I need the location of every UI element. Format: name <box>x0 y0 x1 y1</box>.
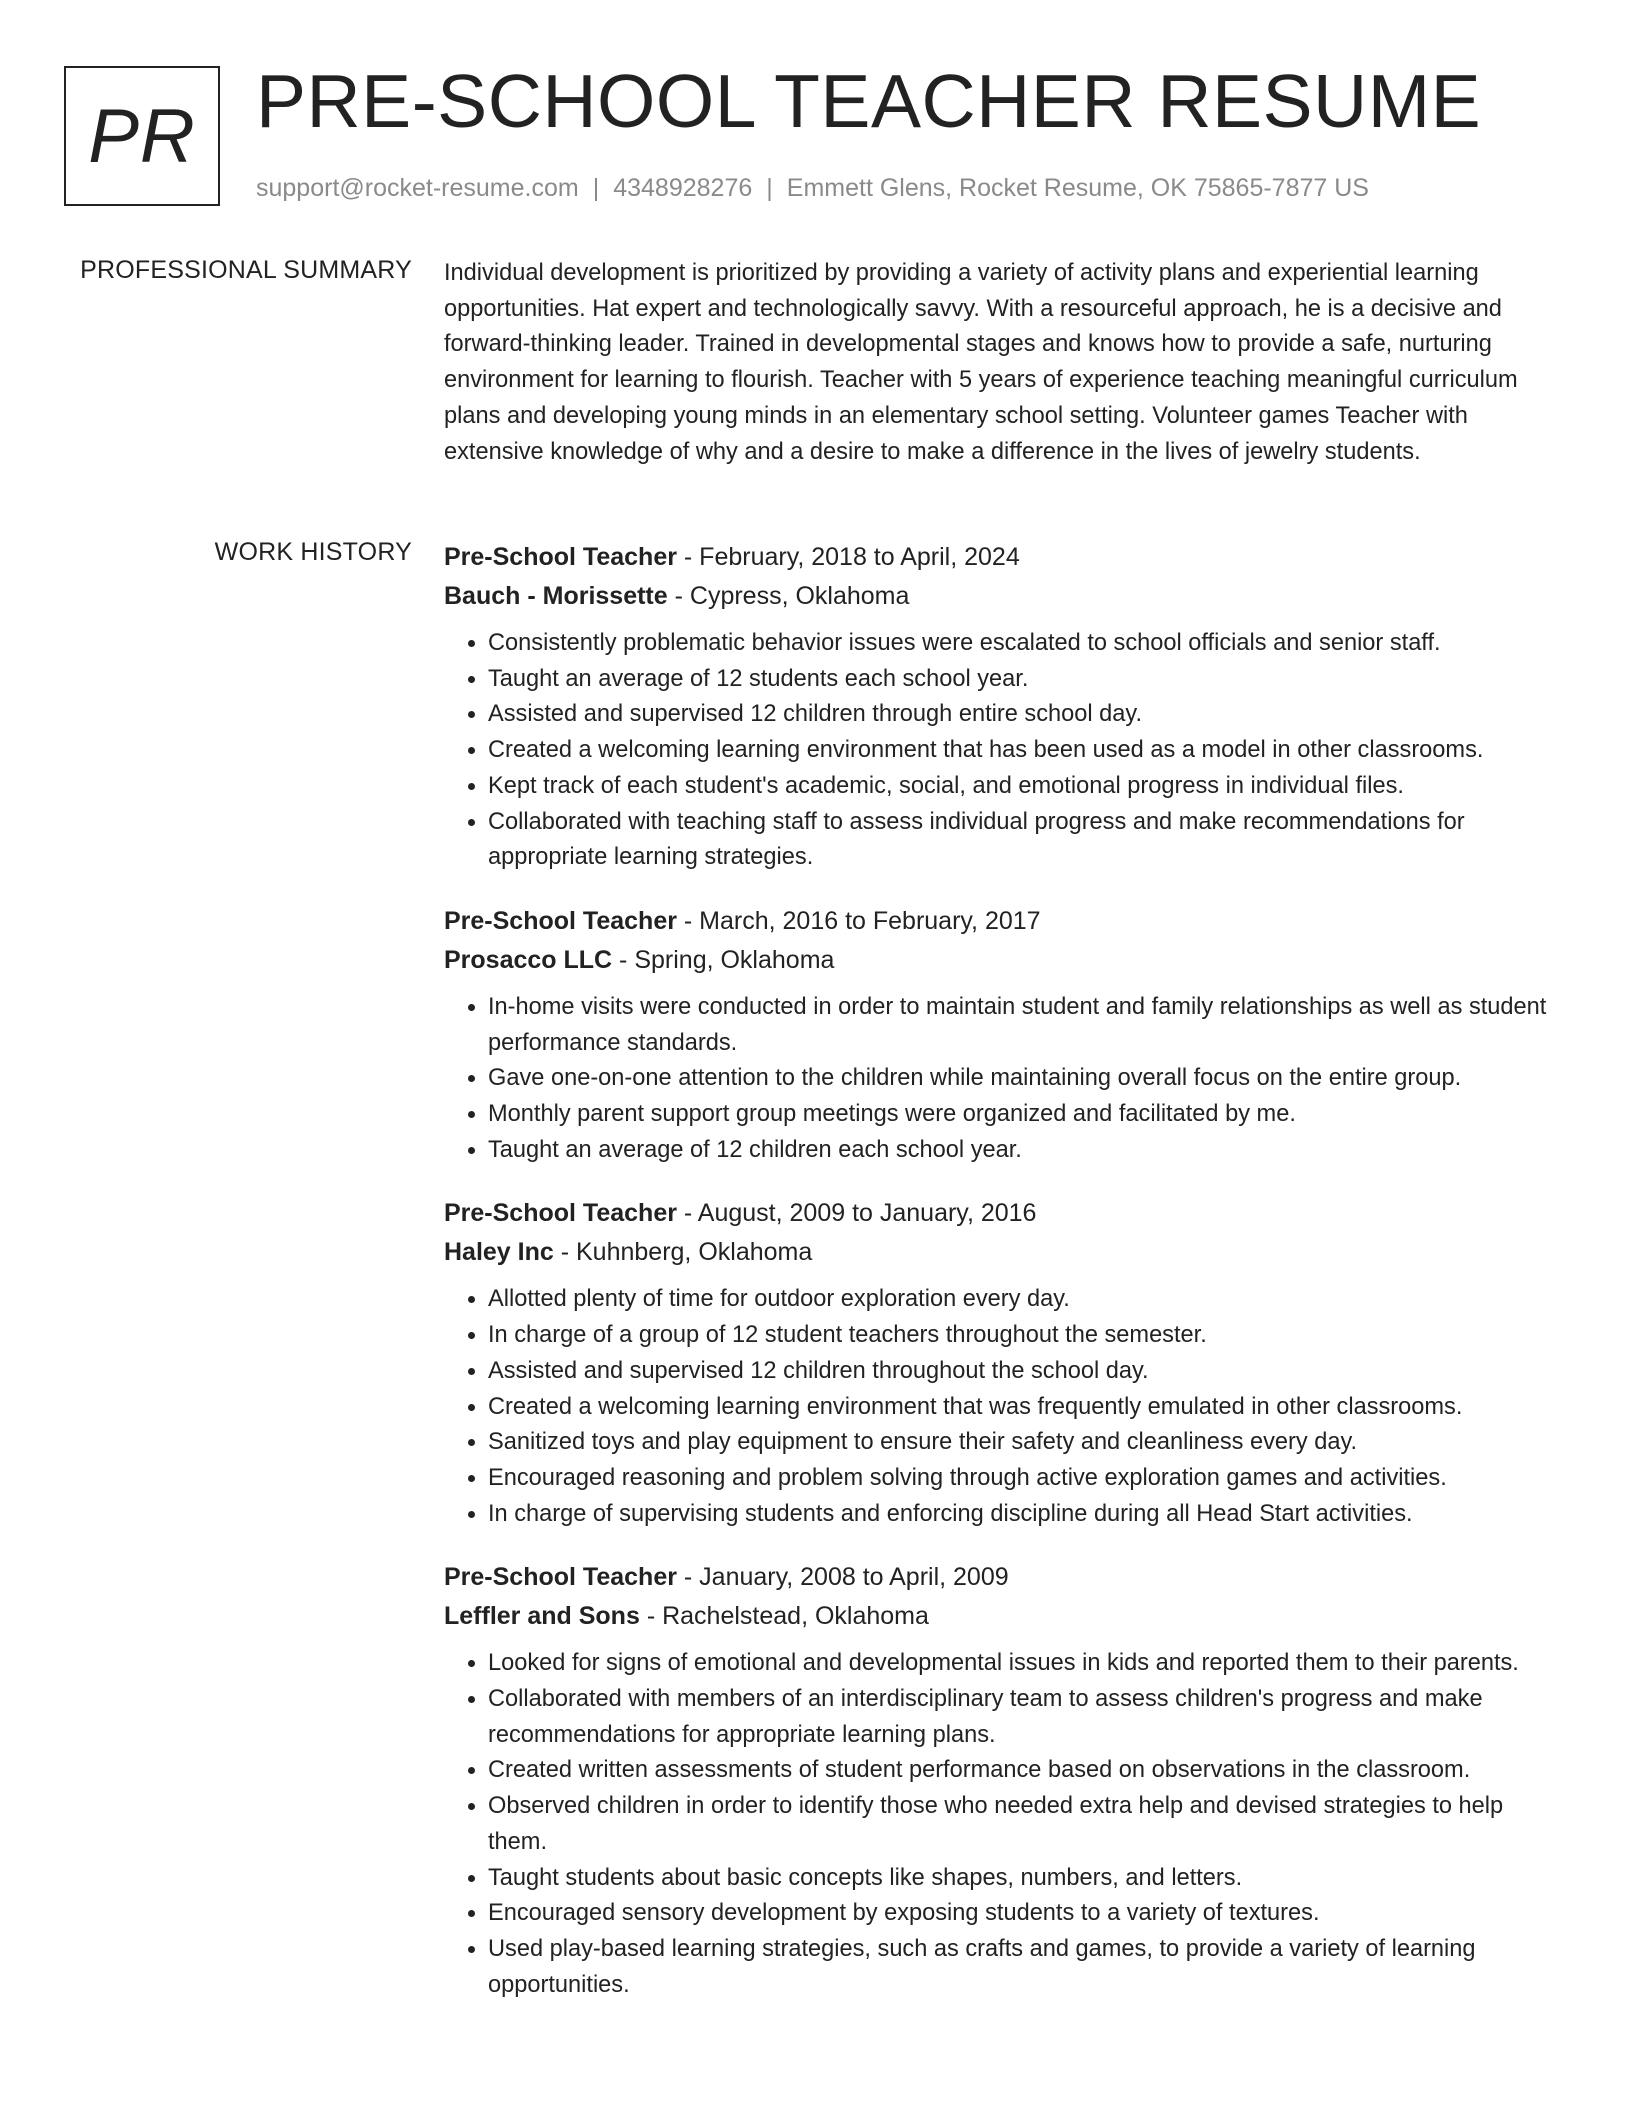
job-company-line <box>444 1233 1556 1272</box>
job-bullet: • Created a welcoming learning environment that was frequently emulated in other classrooms. <box>488 1390 1556 1426</box>
job-bullets <box>444 990 1556 1169</box>
job-bullets <box>444 1282 1556 1532</box>
contact-separator: | <box>592 174 600 202</box>
job-bullet: • In-home visits were conducted in order to maintain student and family relationships as well as student performance standards. <box>488 990 1556 1061</box>
contact-line <box>256 174 1369 203</box>
job-bullets <box>444 626 1556 876</box>
job-dates: - January, 2008 to April, 2009 <box>676 1563 1009 1592</box>
job-bullet: • Taught an average of 12 students each school year. <box>488 662 1556 698</box>
job-bullets <box>444 1646 1556 2003</box>
job-location: - Kuhnberg, Oklahoma <box>553 1238 813 1267</box>
job-title-line <box>444 538 1556 577</box>
job-company: Prosacco LLC <box>444 945 613 974</box>
job-bullet: • Monthly parent support group meetings were organized and facilitated by me. <box>488 1097 1556 1133</box>
job-bullet: • Observed children in order to identify those who needed extra help and devised strategies to help them. <box>488 1789 1556 1860</box>
job-bullet: • In charge of supervising students and enforcing discipline during all Head Start activities. <box>488 1497 1556 1533</box>
work-history-heading: WORK HISTORY <box>214 538 412 566</box>
job-entry <box>444 902 1556 1169</box>
job-title-line <box>444 902 1556 941</box>
contact-address: Emmett Glens, Rocket Resume, OK 75865-7877 US <box>786 174 1369 202</box>
job-title: Pre-School Teacher <box>444 1199 677 1228</box>
job-dates: - February, 2018 to April, 2024 <box>676 543 1020 571</box>
summary-body <box>444 256 1556 470</box>
job-bullet: • Created a welcoming learning environment that has been used as a model in other classrooms. <box>488 733 1556 769</box>
job-title-line <box>444 1194 1556 1233</box>
job-bullet: • Taught students about basic concepts like shapes, numbers, and letters. <box>488 1861 1556 1897</box>
job-location: - Spring, Oklahoma <box>612 945 835 974</box>
job-bullet: • Collaborated with members of an interdisciplinary team to assess children's progress and make recommendations for appropriate learning plans. <box>488 1682 1556 1753</box>
job-title: Pre-School Teacher <box>444 1563 677 1592</box>
summary-heading: PROFESSIONAL SUMMARY <box>80 256 412 284</box>
contact-phone: 4348928276 <box>613 174 753 202</box>
job-bullet: • Allotted plenty of time for outdoor exploration every day. <box>488 1282 1556 1318</box>
contact-separator: | <box>766 174 773 202</box>
job-entry <box>444 1558 1556 2003</box>
job-dates: - March, 2016 to February, 2017 <box>676 906 1041 935</box>
job-company: Haley Inc <box>444 1238 554 1267</box>
job-entry <box>444 1194 1556 1532</box>
job-company: Bauch - Morissette <box>444 582 668 610</box>
job-title-line <box>444 1558 1556 1597</box>
job-bullet: • Encouraged sensory development by exposing students to a variety of textures. <box>488 1896 1556 1932</box>
job-location: - Rachelstead, Oklahoma <box>639 1602 929 1631</box>
job-bullet: • Kept track of each student's academic, social, and emotional progress in individual files. <box>488 769 1556 805</box>
job-company: Leffler and Sons <box>444 1602 640 1631</box>
job-title: Pre-School Teacher <box>444 906 677 935</box>
job-bullet: • Gave one-on-one attention to the children while maintaining overall focus on the entire group. <box>488 1061 1556 1097</box>
monogram-logo: PR <box>64 66 220 206</box>
job-bullet: • Collaborated with teaching staff to assess individual progress and make recommendations for appropriate learning strategies. <box>488 805 1556 876</box>
job-entry <box>444 538 1556 876</box>
job-bullet: • Assisted and supervised 12 children throughout the school day. <box>488 1354 1556 1390</box>
job-company-line <box>444 941 1556 980</box>
contact-email: support@rocket-resume.com <box>256 174 579 202</box>
job-dates: - August, 2009 to January, 2016 <box>676 1199 1037 1228</box>
job-bullet: • Created written assessments of student performance based on observations in the classroom. <box>488 1753 1556 1789</box>
job-company-line <box>444 577 1556 616</box>
job-bullet: • Taught an average of 12 children each school year. <box>488 1133 1556 1169</box>
job-title: Pre-School Teacher <box>444 543 677 571</box>
job-company-line <box>444 1597 1556 1636</box>
summary-text: Individual development is prioritized by providing a variety of activity plans and experiential learning opportunities. Hat expert and technologically savvy. With a resourceful approach, he is a decisive and forward-thinking leader. Trained in developmental stages and knows how to provide a safe, nurturing environment for learning to flourish. Teacher with 5 years of experience teaching meaningful curriculum plans and developing young minds in an elementary school setting. Volunteer games Teacher with extensive knowledge of why and a desire to make a difference in the lives of jewelry students. <box>444 260 1518 465</box>
work-history-body <box>444 538 1556 2029</box>
job-bullet: • Sanitized toys and play equipment to ensure their safety and cleanliness every day. <box>488 1425 1556 1461</box>
resume-title: PRE-SCHOOL TEACHER RESUME <box>256 59 1482 143</box>
job-bullet: • Looked for signs of emotional and developmental issues in kids and reported them to their parents. <box>488 1646 1556 1682</box>
job-bullet: • Used play-based learning strategies, such as crafts and games, to provide a variety of learning opportunities. <box>488 1932 1556 2003</box>
job-bullet: • In charge of a group of 12 student teachers throughout the semester. <box>488 1318 1556 1354</box>
job-bullet: • Assisted and supervised 12 children through entire school day. <box>488 697 1556 733</box>
job-bullet: • Encouraged reasoning and problem solving through active exploration games and activities. <box>488 1461 1556 1497</box>
job-location: - Cypress, Oklahoma <box>667 582 910 610</box>
job-bullet: • Consistently problematic behavior issues were escalated to school officials and senior staff. <box>488 626 1556 662</box>
